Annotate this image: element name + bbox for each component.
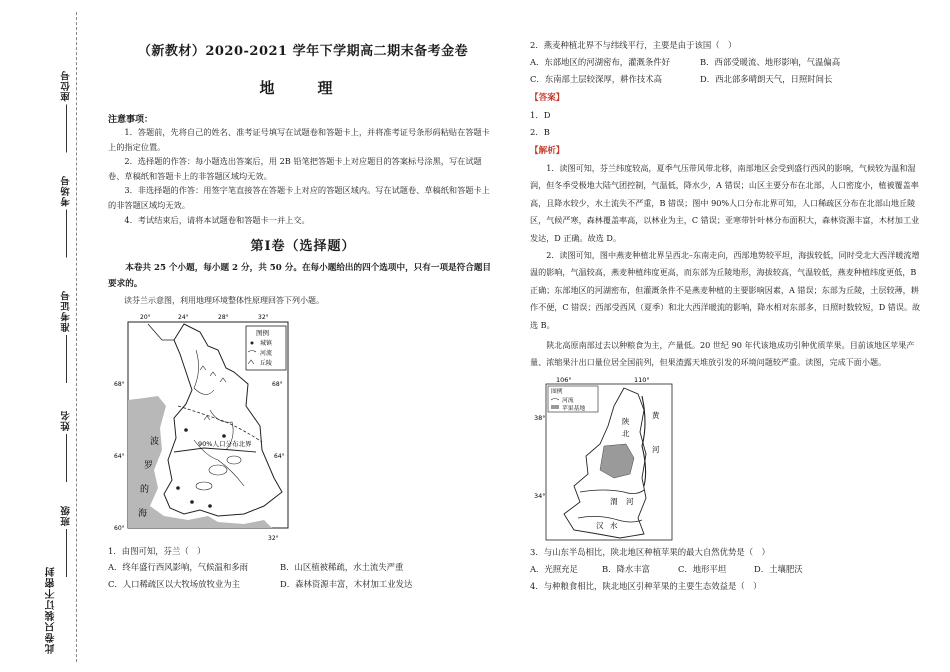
place-label: 河: [652, 444, 660, 454]
binding-line: [76, 12, 77, 662]
option-c[interactable]: C．人口稀疏区以大牧场放牧业为主: [108, 579, 241, 590]
lat-label: 38°: [534, 413, 546, 422]
question-context: 读芬兰示意图，利用地理环境整体性原理回答下列小题。: [124, 296, 324, 306]
lon-label: 32°: [258, 314, 269, 322]
lon-label: 28°: [218, 314, 229, 322]
town-marker: [208, 504, 212, 508]
question-3-options-row: [530, 561, 922, 578]
class-field[interactable]: [60, 505, 74, 577]
answer-item: 2．B: [530, 127, 550, 137]
legend-title: 图例: [551, 388, 563, 395]
notice-heading: 注意事项：: [108, 115, 154, 125]
question-4-stem: 4．与种粮食相比，陕北地区引种苹果的主要生态效益是（ ）: [530, 580, 762, 591]
subject-title: 地 理: [259, 79, 347, 97]
town-marker: [184, 428, 188, 432]
notice-item: 3．非选择题的作答：用签字笔直接答在答题卡上对应的答题区域内。写在试题卷、草稿纸和答题卡上的非答题区域均无效。: [108, 185, 490, 210]
legend-title: 图例: [256, 329, 269, 338]
legend-apple-icon: [551, 405, 559, 409]
option-c[interactable]: C．东南部土层较深厚，耕作技术高: [530, 74, 663, 84]
lake: [196, 482, 212, 490]
analysis-item: 2．读图可知，图中燕麦种植北界呈西北–东南走向，西部地势较平坦，海拔较低，同时受北大西洋暖流增温的影响，气温较高，燕麦种植纬度更高，而东部为丘陵地形，海拔较高，气温较低，燕麦种植纬度更低，B 正确；东部地区的河湖密布，但灌溉条件不是燕麦种植的主要影响因素，A 错误；东部为丘陵，土层较薄，耕作不便，C 错误；西部受西风（夏季）和北大西洋暖流的影响，降水相对东部多，日照时数较短，D 错误。故选 B。: [530, 250, 921, 330]
question-2-options-row: [530, 71, 922, 88]
sea-label-char: 的: [140, 485, 150, 496]
place-label: 陕: [622, 416, 630, 426]
question-1-options-row: [108, 576, 498, 593]
apple-base-area: [600, 444, 634, 478]
place-label: 北: [622, 428, 630, 438]
lon-label: 20°: [140, 314, 151, 322]
ticket-field[interactable]: [60, 290, 74, 383]
shaanxi-map-svg: [534, 374, 684, 544]
option-d[interactable]: D．西北部多晴朗天气，日照时间长: [700, 74, 833, 84]
notice-item: 1．答题前，先将自己的姓名、准考证号填写在试题卷和答题卡上，并将准考证号条形码粘贴在答题卡上的指定位置。: [108, 127, 490, 152]
lat-label-right: 64°: [274, 453, 285, 461]
answer-tag: 【答案】: [530, 93, 565, 103]
option-b[interactable]: B．山区植被稀疏，水土流失严重: [280, 562, 404, 573]
option-d[interactable]: D．森林资源丰富，木材加工业发达: [280, 579, 413, 590]
place-label: 水: [610, 520, 618, 530]
seal-notice: 此卷只装订不密封: [46, 566, 57, 654]
legend-item: 苹果基地: [562, 405, 586, 412]
analysis-tag: 【解析】: [530, 146, 565, 156]
question-context-2: 陕北高原南部过去以种粮食为主，产量低。20 世纪 90 年代该地成功引种优质苹果。目前该地区苹果产量、浓缩果汁出口量位居全国前列，但果渣露天堆放引发的环境问题较严重。读图，完成下面小题。: [530, 340, 915, 368]
left-column: [108, 40, 498, 593]
town-marker: [222, 434, 226, 438]
notice-item: 2．选择题的作答：每小题选出答案后，用 2B 铅笔把答题卡上对应题目的答案标号涂黑，写在试题卷、草稿纸和答题卡上的非答题区域均无效。: [108, 156, 482, 181]
doc-title: （新教材）2020-2021 学年下学期高二期末备考金卷: [137, 44, 469, 59]
answer-item: 1．D: [530, 110, 551, 120]
lake: [227, 456, 241, 464]
legend-town-icon: [251, 342, 254, 345]
lon-label-bottom: 32°: [268, 535, 279, 543]
section-title: 第Ⅰ卷（选择题）: [250, 239, 356, 255]
room-label: 考场号: [61, 175, 72, 207]
question-1-options-row: [108, 559, 498, 576]
option-a[interactable]: A．光照充足: [530, 563, 578, 574]
name-label: 姓名: [61, 410, 72, 431]
section-intro: 本卷共 25 个小题，每小题 2 分，共 50 分。在每小题给出的四个选项中，只有一项是符合题目要求的。: [108, 263, 492, 290]
question-2-options-row: [530, 54, 922, 71]
town-marker: [190, 500, 194, 504]
legend-item: 城镇: [260, 340, 273, 348]
sea-label-char: 罗: [144, 461, 154, 472]
shaanxi-map: [534, 374, 684, 544]
right-column: [530, 37, 922, 595]
place-label: 渭: [610, 496, 618, 506]
option-d[interactable]: D．土壤肥沃: [754, 563, 803, 574]
lat-label: 68°: [114, 381, 125, 389]
analysis-item: 1．读图可知，芬兰纬度较高，夏季气压带风带北移，南部地区会受到盛行西风的影响，气候较为温和湿润，但冬季受极地大陆气团控制，气温低，降水少，A 错误；山区主要分布在北部，人口密度小，植被覆盖率高，且降水较少，水土流失不严重，B 错误；图中 90%人口分布北界可知，人口稀疏区分布在北部山地丘陵区，气候严寒，森林覆盖率高，以林业为主，C 错误；亚寒带针叶林分布面积大，森林资源丰富，木材加工业发达，D 正确。故选 D。: [530, 163, 920, 243]
lat-label: 64°: [114, 453, 125, 461]
finland-map: [114, 310, 296, 544]
question-1-stem: 1．由图可知，芬兰（ ）: [108, 546, 206, 557]
option-b[interactable]: B．西部受暖流、地形影响，气温偏高: [700, 57, 841, 67]
ticket-label: 准考证号: [61, 290, 72, 332]
sea-label-char: 波: [150, 437, 160, 448]
room-field[interactable]: [60, 175, 74, 258]
option-a[interactable]: A．终年盛行西风影响，气候温和多雨: [108, 562, 249, 573]
question-2-stem: 2．燕麦种植北界不与纬线平行，主要是由于该国（ ）: [530, 40, 737, 50]
legend-item: 丘陵: [260, 360, 273, 368]
option-b[interactable]: B．降水丰富: [602, 563, 651, 574]
question-3-stem: 3．与山东半岛相比，陕北地区种植苹果的最大自然优势是（ ）: [530, 546, 770, 557]
class-label: 班级: [61, 505, 72, 526]
lon-label: 24°: [178, 314, 189, 322]
lake: [209, 465, 227, 475]
lon-label: 110°: [634, 375, 650, 384]
name-field[interactable]: [60, 410, 74, 482]
legend-item: 河流: [562, 397, 574, 404]
place-label: 黄: [652, 410, 660, 420]
finland-map-svg: [114, 310, 296, 544]
lat-label: 34°: [534, 491, 546, 500]
population-line-label: 90%人口分布北界: [198, 440, 252, 449]
town-marker: [176, 486, 180, 490]
lat-label-right: 68°: [272, 381, 283, 389]
place-label: 汉: [596, 520, 604, 530]
option-c[interactable]: C．地形平坦: [678, 563, 727, 574]
notice-item: 4．考试结束后，请将本试题卷和答题卡一并上交。: [124, 214, 310, 225]
sea-label-char: 海: [138, 509, 148, 520]
lon-label: 106°: [556, 375, 572, 384]
legend-item: 河流: [260, 350, 273, 358]
place-label: 河: [626, 496, 634, 506]
option-a[interactable]: A．东部地区的河湖密布，灌溉条件好: [530, 57, 671, 67]
seat-label: 座位号: [61, 70, 72, 102]
seat-field[interactable]: [60, 70, 74, 153]
lat-label: 60°: [114, 525, 125, 533]
